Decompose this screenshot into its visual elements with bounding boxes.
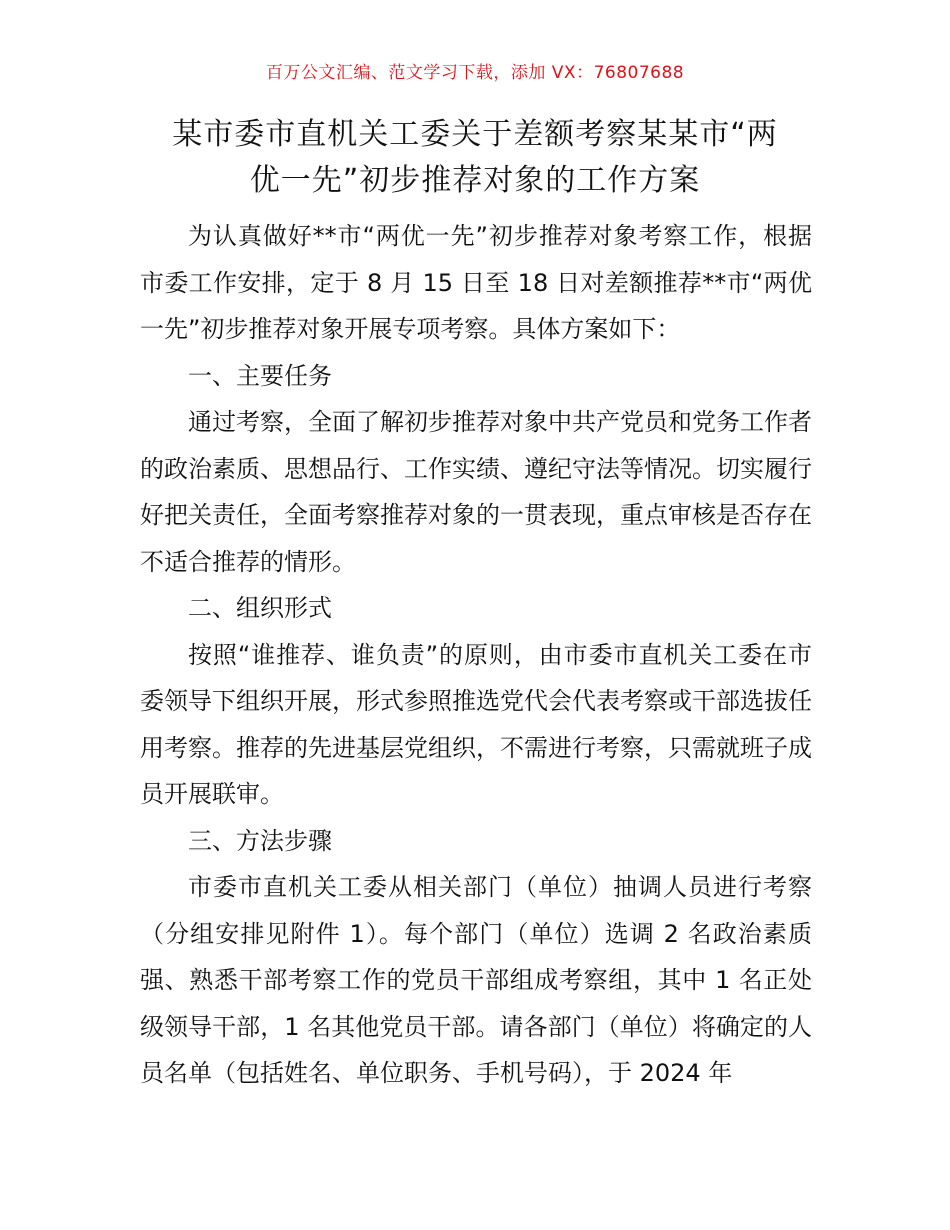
section-2-heading: 二、组织形式 <box>188 594 332 622</box>
section-1-heading: 一、主要任务 <box>188 361 332 390</box>
watermark-banner: 百万公文汇编、范文学习下载，添加 VX：76807688 <box>265 63 685 83</box>
document-title <box>130 112 820 204</box>
document-body <box>140 213 812 1097</box>
intro-paragraph: 为认真做好**市“两优一先”初步推荐对象考察工作，根据市委工作安排，定于 8 月 15 日至 18 日对差额推荐**市“两优一先”初步推荐对象开展专项考察。具体方案如下： <box>140 222 812 343</box>
section-2-paragraph: 按照“谁推荐、谁负责”的原则，由市委市直机关工委在市委领导下组织开展，形式参照推选党代会代表考察或干部选拔任用考察。推荐的先进基层党组织，不需进行考察，只需就班子成员开展联审。 <box>140 640 812 808</box>
section-1-paragraph: 通过考察，全面了解初步推荐对象中共产党员和党务工作者的政治素质、思想品行、工作实绩、遵纪守法等情况。切实履行好把关责任，全面考察推荐对象的一贯表现，重点审核是否存在不适合推荐的情形。 <box>140 408 812 576</box>
title-line-2: 优一先”初步推荐对象的工作方案 <box>249 163 701 198</box>
section-3-paragraph: 市委市直机关工委从相关部门（单位）抽调人员进行考察（分组安排见附件 1）。每个部门（单位）选调 2 名政治素质强、熟悉干部考察工作的党员干部组成考察组，其中 1 名正处级领导干部，1 名其他党员干部。请各部门（单位）将确定的人员名单（包括姓名、单位职务、手机号码），于 2024 年 <box>140 873 812 1087</box>
section-3-heading: 三、方法步骤 <box>188 826 332 855</box>
title-line-1: 某市委市直机关工委关于差额考察某某市“两 <box>172 117 778 152</box>
